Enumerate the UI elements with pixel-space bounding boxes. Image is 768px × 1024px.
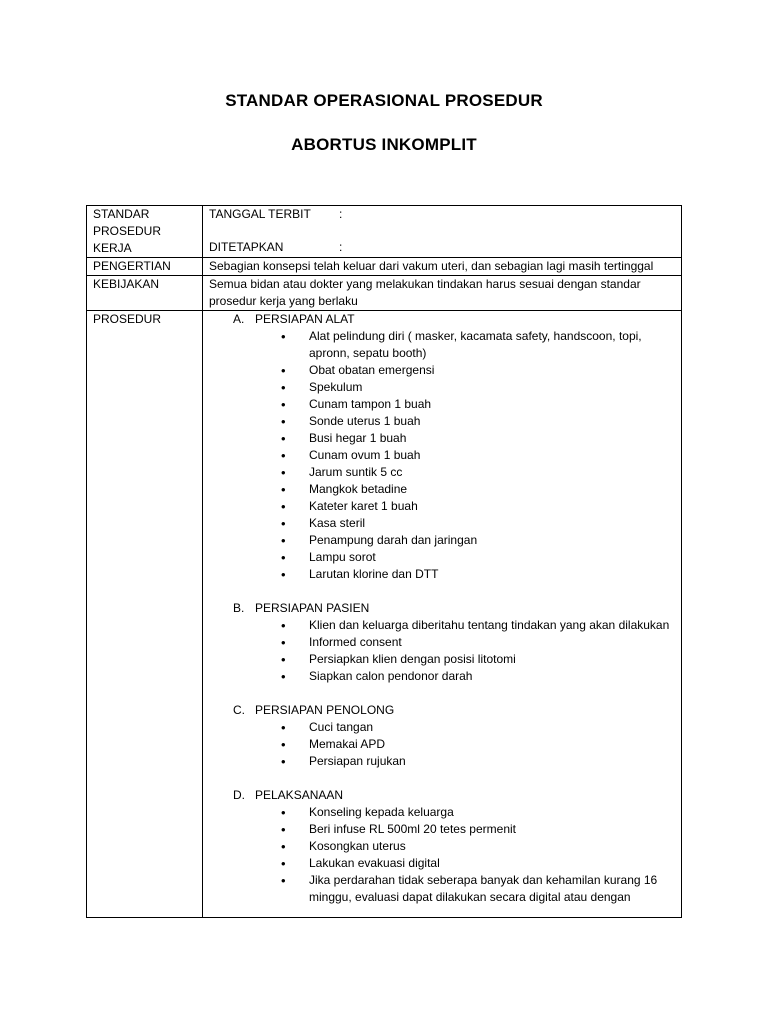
standar-label-line: PROSEDUR: [93, 224, 162, 238]
list-item: • Kasa steril: [281, 515, 675, 532]
list-item: • Persiapan rujukan: [281, 753, 675, 770]
table-row-standar: [87, 206, 682, 258]
section-letter: C.: [233, 703, 245, 717]
ditetapkan-label: DITETAPKAN: [209, 240, 284, 254]
standar-label-line: KERJA: [93, 241, 132, 255]
section-title: PERSIAPAN ALAT: [255, 312, 355, 326]
list-item: • Busi hegar 1 buah: [281, 430, 675, 447]
section-letter: D.: [233, 788, 245, 802]
list-item: • Larutan klorine dan DTT: [281, 566, 675, 583]
section-item-list: [209, 719, 675, 770]
list-item: • Cunam tampon 1 buah: [281, 396, 675, 413]
prosedur-content: [203, 311, 682, 918]
standar-label-cell: [87, 206, 203, 258]
section-title: PELAKSANAAN: [255, 788, 344, 802]
list-item: • Persiapkan klien dengan posisi litotomi: [281, 651, 675, 668]
tanggal-terbit-label: TANGGAL TERBIT: [209, 207, 311, 221]
tanggal-terbit-separator: :: [339, 207, 343, 221]
list-item: • Klien dan keluarga diberitahu tentang tindakan yang akan dilakukan: [281, 617, 675, 634]
document-subtitle: ABORTUS INKOMPLIT: [291, 135, 477, 154]
list-item: • Mangkok betadine: [281, 481, 675, 498]
section-title: PERSIAPAN PENOLONG: [255, 703, 395, 717]
list-item: • Kateter karet 1 buah: [281, 498, 675, 515]
kebijakan-label: KEBIJAKAN: [87, 276, 203, 311]
list-item: • Obat obatan emergensi: [281, 362, 675, 379]
list-item: • Informed consent: [281, 634, 675, 651]
prosedur-label: PROSEDUR: [87, 311, 203, 918]
list-item: • Lampu sorot: [281, 549, 675, 566]
pengertian-text: Sebagian konsepsi telah keluar dari vakum uteri, dan sebagian lagi masih tertinggal: [203, 258, 682, 276]
section-heading: [209, 702, 675, 719]
list-item: • Lakukan evakuasi digital: [281, 855, 675, 872]
section-title: PERSIAPAN PASIEN: [255, 601, 370, 615]
list-item: • Konseling kepada keluarga: [281, 804, 675, 821]
document-title: STANDAR OPERASIONAL PROSEDUR: [225, 91, 543, 110]
section-letter: A.: [233, 312, 245, 326]
standar-meta-cell: [203, 206, 682, 258]
ditetapkan-line: [209, 239, 675, 256]
section-heading: [209, 787, 675, 804]
list-item: • Cuci tangan: [281, 719, 675, 736]
kebijakan-text: Semua bidan atau dokter yang melakukan tindakan harus sesuai dengan standar prosedur kerja yang berlaku: [203, 276, 682, 311]
pengertian-label: PENGERTIAN: [87, 258, 203, 276]
section-heading: [209, 600, 675, 617]
list-item: • Cunam ovum 1 buah: [281, 447, 675, 464]
section-letter: B.: [233, 601, 245, 615]
list-item: • Alat pelindung diri ( masker, kacamata safety, handscoon, topi, apronn, sepatu booth): [281, 328, 675, 362]
list-item: • Memakai APD: [281, 736, 675, 753]
section-item-list: [209, 804, 675, 906]
list-item: • Jarum suntik 5 cc: [281, 464, 675, 481]
section-item-list: [209, 617, 675, 685]
sop-table: [86, 205, 682, 918]
standar-label-line: STANDAR: [93, 207, 150, 221]
list-item: • Beri infuse RL 500ml 20 tetes permenit: [281, 821, 675, 838]
tanggal-terbit-line: [209, 206, 675, 223]
list-item: • Spekulum: [281, 379, 675, 396]
table-row-pengertian: [87, 258, 682, 276]
list-item: • Sonde uterus 1 buah: [281, 413, 675, 430]
list-item: • Siapkan calon pendonor darah: [281, 668, 675, 685]
section-heading: [209, 311, 675, 328]
list-item: • Penampung darah dan jaringan: [281, 532, 675, 549]
table-row-kebijakan: [87, 276, 682, 311]
list-item: • Jika perdarahan tidak seberapa banyak dan kehamilan kurang 16 minggu, evaluasi dapat dilakukan secara digital atau dengan: [281, 872, 675, 906]
list-item: • Kosongkan uterus: [281, 838, 675, 855]
section-item-list: [209, 328, 675, 583]
table-row-prosedur: [87, 311, 682, 918]
ditetapkan-separator: :: [339, 240, 343, 254]
